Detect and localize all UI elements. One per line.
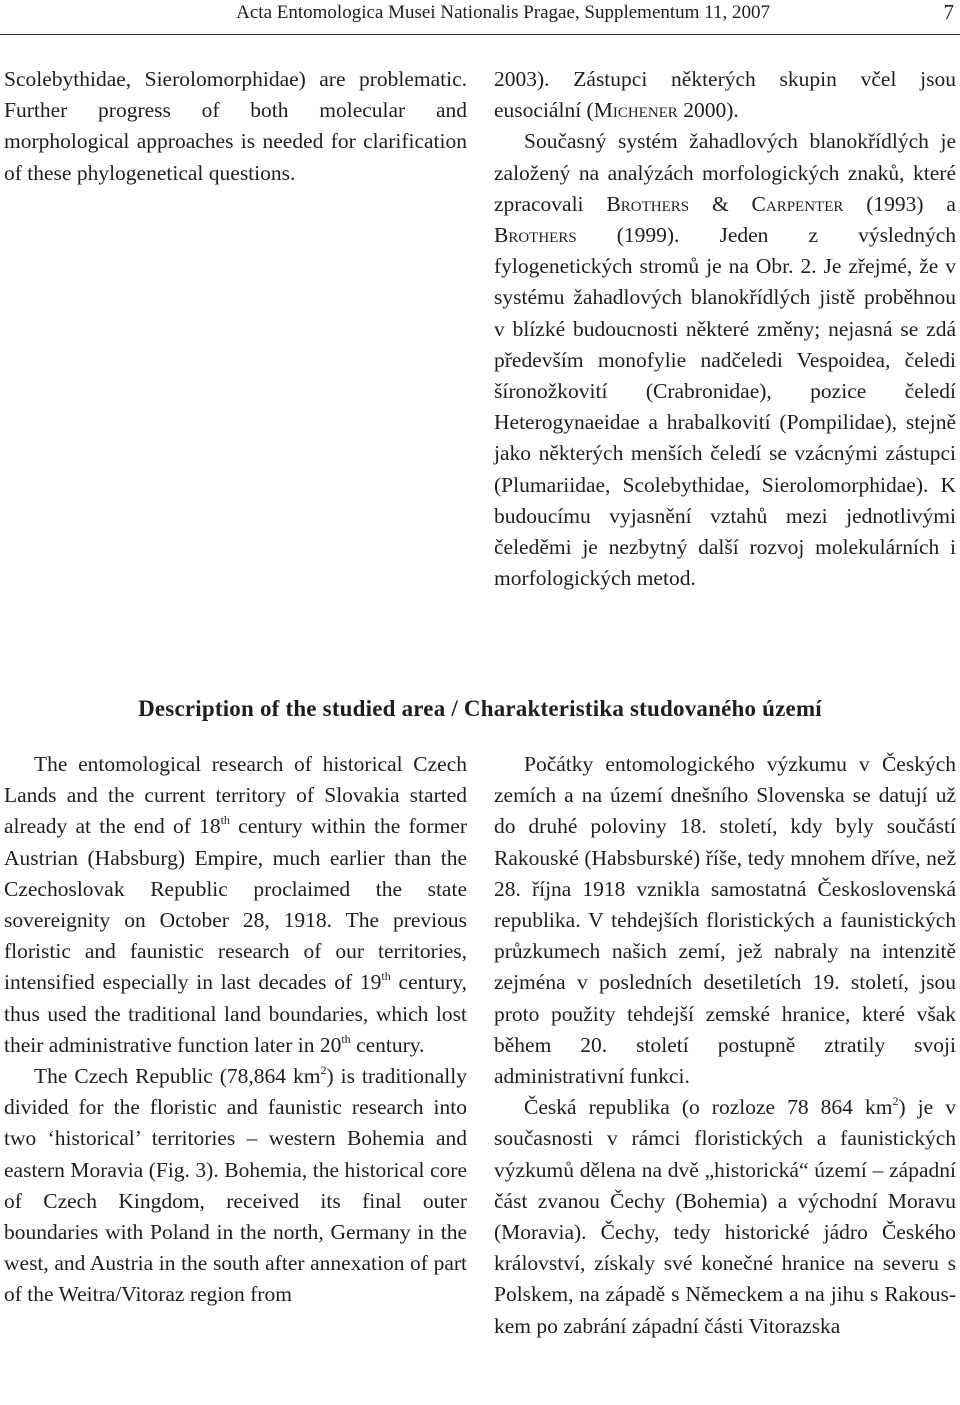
- paragraph: [494, 64, 956, 126]
- text-run: ) je v současnosti v rámci floristických a faunistických výzkumů dělena na dvě „historická“ území – západní část zvanou Čechy (Bohemia) a východní Moravu (Moravia). Čechy, tedy historické jádro Českého království, získaly své konečné hranice na severu s Polskem, na západě s Německem a na jihu s Rakouskem po zabrání západní části Vitorazska: [494, 1095, 956, 1338]
- paragraph: Počátky entomologického výzkumu v Českých zemích a na území dnešního Slovenska se datují už do druhé poloviny 18. století, kdy byly součástí Rakouské (Habsburské) říše, tedy mnohem dříve, než 28. října 1918 vznikla samostatná Československá republika. V tehdejších floristických a faunistických průzkumech našich zemí, jež nabraly na intenzitě zejména v posledních desetiletích 19. století, jsou proto použity tehdejší zemské hranice, které však během 20. století postupně ztratily svoji administrativní funkci.: [494, 752, 956, 1089]
- author-name: Michener: [593, 98, 678, 123]
- bottom-right-column: [494, 749, 956, 1342]
- text-run: The entomological research of historical Czech Lands and the current territory of Slovakia started already at the end of 18: [4, 752, 467, 839]
- superscript: 2: [892, 1094, 899, 1109]
- author-name: Brothers: [494, 223, 577, 248]
- text-run: &: [689, 191, 752, 216]
- paragraph: [4, 1061, 467, 1311]
- top-right-column: [494, 64, 956, 594]
- text-run: The Czech Republic (78,864 km: [34, 1064, 321, 1089]
- running-head: [0, 0, 960, 35]
- author-name: Brothers: [606, 191, 690, 216]
- text-run: Česká republika (o rozloze 78 864 km: [524, 1095, 893, 1120]
- paragraph: [4, 749, 467, 1061]
- text-run: 2003). Zástupci některých skupin včel jsou eusociální (: [494, 67, 956, 123]
- superscript: th: [381, 969, 391, 984]
- journal-citation: Acta Entomologica Musei Nationalis Pragae, Supplementum 11, 2007: [236, 2, 770, 23]
- superscript: 2: [320, 1063, 327, 1078]
- text-run: century, thus used the traditional land boundaries, which lost their administrative function later in 20: [4, 970, 467, 1057]
- paragraph: Scolebythidae, Sierolomorphidae) are problematic. Further progress of both molecular and morphological approaches is needed for clarification of these phylogenetical questions.: [4, 67, 467, 185]
- text-run: ) is traditionally divided for the floristic and faunistic research into two ‘historical’ territories – western Bohemia and eastern Moravia (Fig. 3). Bohemia, the historical core of Czech Kingdom, received its final outer boundaries with Poland in the north, Germany in the west, and Austria in the south after annexation of part of the Weitra/Vitoraz region from: [4, 1064, 467, 1307]
- text-run: 2000).: [677, 98, 739, 123]
- page-number: 7: [943, 0, 954, 24]
- paragraph: [494, 1092, 956, 1342]
- superscript: th: [341, 1031, 351, 1046]
- bottom-left-column: [4, 749, 467, 1311]
- text-run: (1999). Jeden z výsledných fylogenetických stromů je na Obr. 2. Je zřejmé, že v systému žahadlových blanokřídlých jistě proběhnou v blízké budoucnosti některé změny; nejasná se zdá především monofylie nadčeledi Vespoidea, čeledi šíronožkovití (Crabronidae), pozice čeledí Heterogynaeidae a hrabalkovití (Pompilidae), stejně jako některých menších čeledí se vzácnými zástupci (Plumariidae, Scolebythidae, Sierolomorphidae). K budoucímu vyjasnění vztahů mezi jednotlivými čeleděmi je nezbytný další rozvoj molekulárních i morfologických metod.: [494, 223, 956, 591]
- text-run: century within the former Austrian (Habsburg) Empire, much earlier than the Czechoslovak Republic proclaimed the state sovereignity on October 28, 1918. The previous floristic and faunistic research of our territories, intensified especially in last decades of 19: [4, 814, 467, 995]
- text-run: (1993) a: [843, 191, 956, 216]
- paragraph: [494, 126, 956, 594]
- text-run: Současný systém žahadlových blanokřídlých je založený na analýzách morfologických znaků, které zpracovali: [494, 129, 956, 216]
- top-left-column: [4, 64, 467, 189]
- section-heading: Description of the studied area / Charakteristika studovaného území: [138, 696, 822, 721]
- superscript: th: [220, 813, 230, 828]
- text-run: century.: [350, 1032, 425, 1057]
- author-name: Carpenter: [751, 191, 844, 216]
